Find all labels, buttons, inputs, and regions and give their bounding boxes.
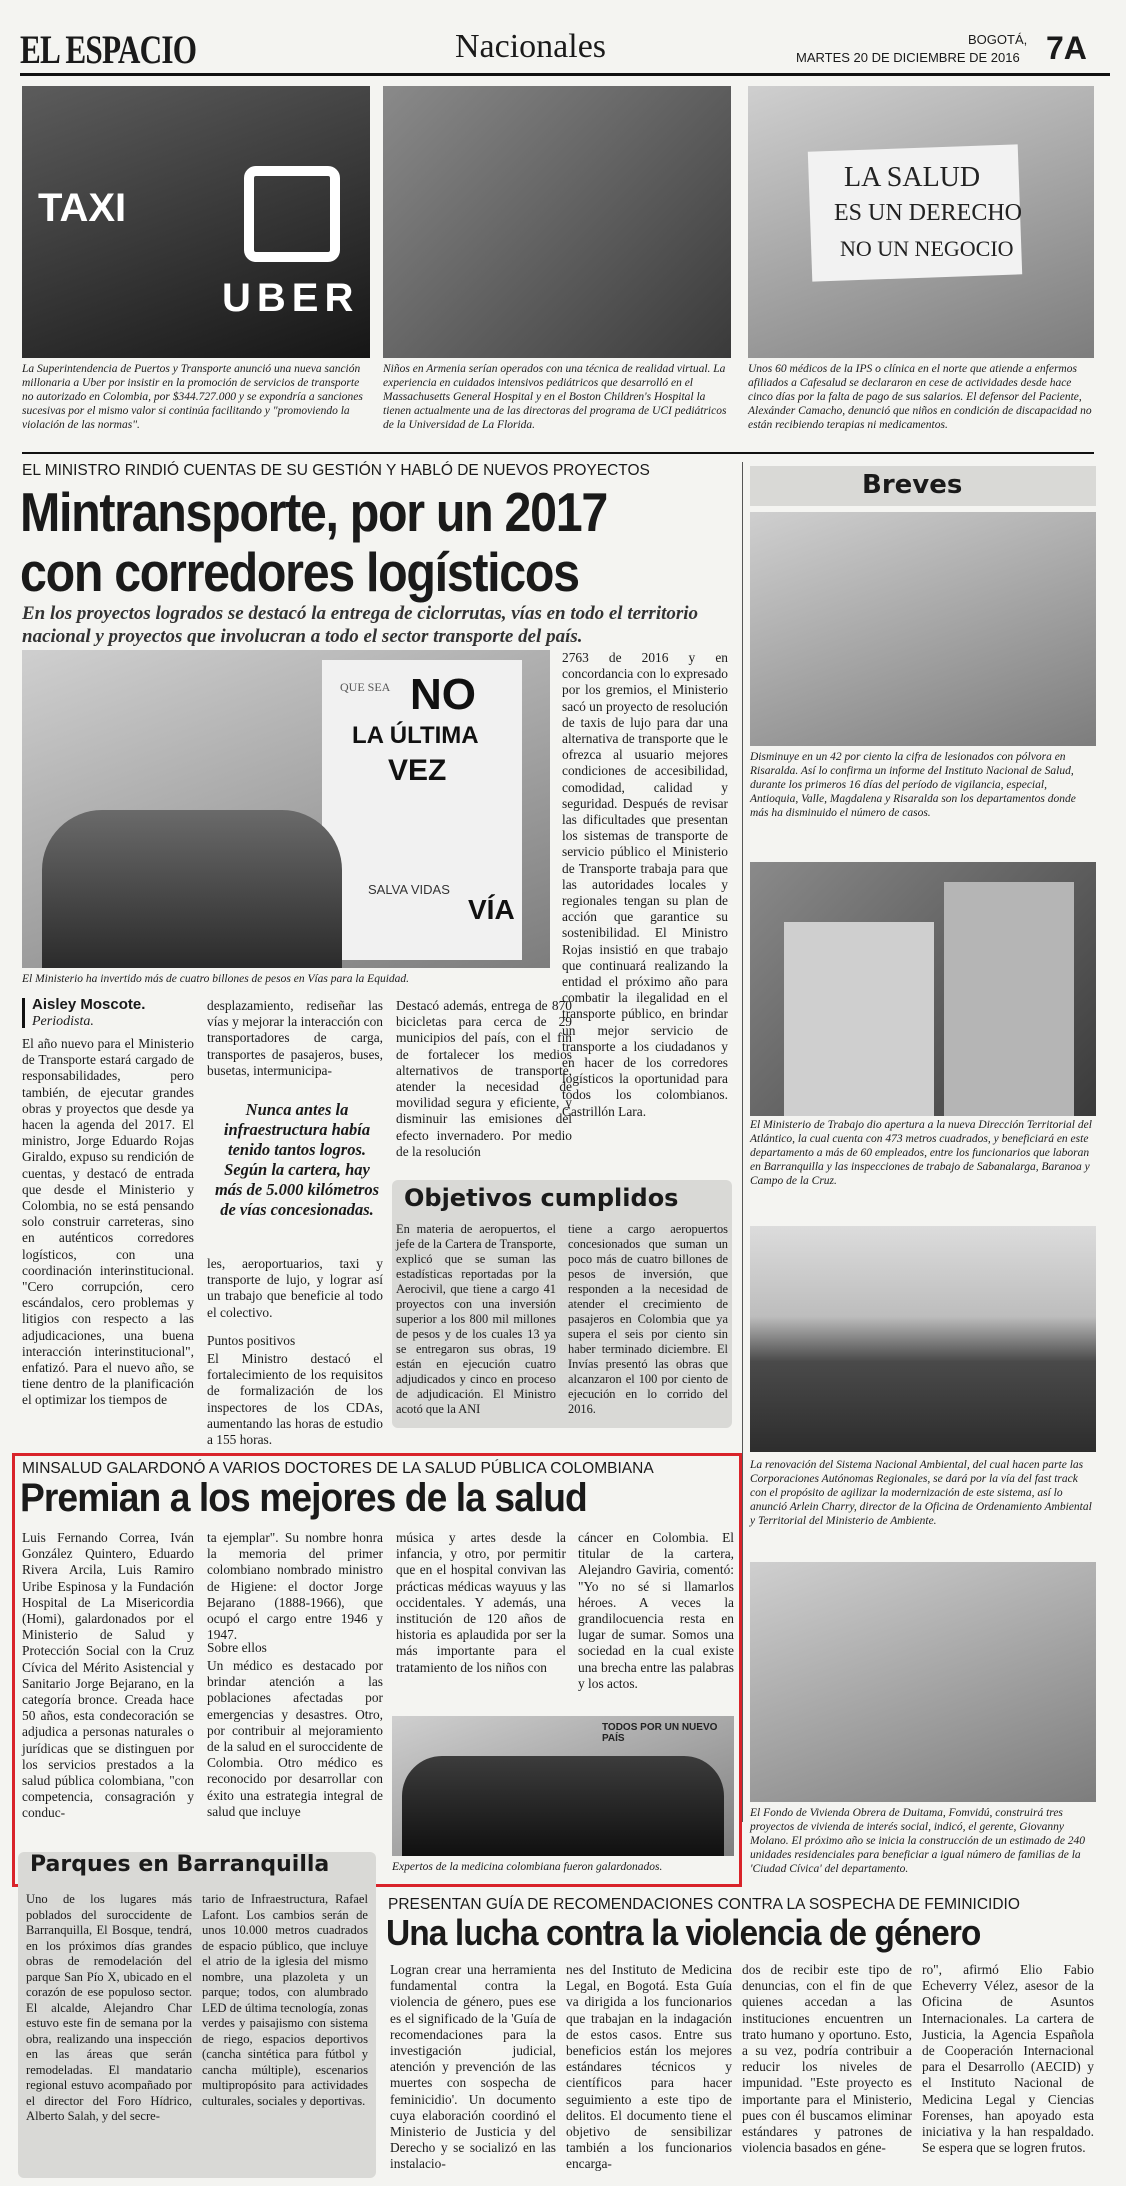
main-headline-line-1: Mintransporte, por un 2017 <box>20 481 607 543</box>
awardees-photo <box>392 1716 734 1856</box>
health-col-1: Luis Fernando Correa, Iván González Quintero, Eduardo Rivera Arcila, Luis Ramiro Uribe Espinosa y la Fundación Hospital de La Misericordia (Homi), galardonados por el Ministerio de Salud y Protección Social con la Cruz Cívica del Mérito Asistencial y Sanitario Jorge Bejarano, en la categoría bronce. Creada hace 50 años, esta condecoración se adjudica a personas naturales o jurídicas que se distinguen por los servicios prestados a la salud pública colombiana, "con competencia, consagración y conduc- <box>22 1530 194 1821</box>
breve-3-caption: La renovación del Sistema Nacional Ambiental, del cual hacen parte las Corporaciones Autónomas Regionales, se dará por la vía del fast track con el propósito de agilizar la modernización de este sistema, así lo anunció Arlein Charry, director de la Oficina de Ordenamiento Ambiental y Territorial del Ministerio de Ambiente. <box>750 1459 1092 1527</box>
health-headline: Premian a los mejores de la salud <box>20 1476 587 1520</box>
banner-text-salva-vidas: SALVA VIDAS <box>368 882 450 897</box>
byline-role: Periodista. <box>32 1014 94 1029</box>
ministry-building-photo <box>750 862 1096 1116</box>
awardees-caption: Expertos de la medicina colombiana fueron galardonados. <box>392 1861 663 1873</box>
main-col-3: Destacó además, entrega de 870 bicicletas para cerca de 29 municipios del país, con el fin de fortalecer los medios alternativos de transporte, atender la necesidad de movilidad segura y eficiente, y disminuir las emisiones del efecto invernadero. Por medio de la resolución <box>396 998 572 1159</box>
genero-col-3: dos de recibir este tipo de denuncias, con el fin de que quienes accedan a las instituciones encuentren un trato humano y oportuno. Esto, a su vez, podría contribuir a reducir los niveles de impunidad. "Este proyecto es importante para el Ministerio, pues con él buscamos eliminar estándares y patrones de violencia basados en géne- <box>742 1962 912 2156</box>
housing-construction-photo <box>750 1562 1096 1802</box>
protest-caption: Unos 60 médicos de la IPS o clínica en el norte que atiende a enfermos afiliados a Cafesalud se declararon en cese de actividades desde hace cinco días por la falta de pago de sus salarios. El defensor del Paciente, Alexánder Camacho, denunció que niños en condición de discapacidad no están recibiendo terapias ni medicamentos. <box>748 363 1092 431</box>
health-col-2-top: ta ejemplar". Su nombre honra la memoria del primer colombiano nombrado ministro de Higiene: el doctor Jorge Bejarano (1888-1966), que ocupó el cargo entre 1946 y 1947. <box>207 1530 383 1643</box>
protest-sign-line-2: ES UN DERECHO <box>834 200 1023 226</box>
genero-headline: Una lucha contra la violencia de género <box>386 1912 981 1953</box>
landscape-photo <box>750 1226 1096 1452</box>
genero-col-2: nes del Instituto de Medicina Legal, en Bogotá. Esta Guía va dirigida a los funcionarios que trabajan en la indagación de estos casos. Entre sus beneficios están los mejores estándares técnicos y científicos para hacer seguimiento a este tipo de delitos. El documento tiene el objetivo de sensibilizar también a los funcionarios encarga- <box>566 1962 732 2172</box>
main-kicker: EL MINISTRO RINDIÓ CUENTAS DE SU GESTIÓN Y HABLÓ DE NUEVOS PROYECTOS <box>22 462 650 479</box>
vr-caption: Niños en Armenia serían operados con una técnica de realidad virtual. La experiencia en cuidados intensivos pediátricos que desarrolló en el Massachusetts General Hospital y en el Boston Children's Hospital la tienen actualmente una de las directoras del programa de UCI pediátricos de la Universidad de La Florida. <box>383 363 727 431</box>
protest-sign-line-3: NO UN NEGOCIO <box>840 236 1014 261</box>
main-right-column: 2763 de 2016 y en concordancia con lo expresado por los gremios, el Ministerio sacó un proyecto de resolución de taxis de lujo para dar una alternativa de transporte que le ofrezca al usuario mejores condiciones de accesibilidad, comodidad, calidad y seguridad. Después de revisar las dificultades que presentan los sistemas de transporte de servicio público el Ministerio de Transporte trabaja para que las autoridades locales y regionales tengan su plan de acción que garantice su sostenibilidad. El Ministro Rojas insistió en que trabajo que continuará realizando la entidad el próximo año para combatir la ilegalidad en el transporte público, en brindar un mejor servicio de transporte a los ciudadanos y en hacer de los corredores logísticos la oportunidad para todos los colombianos. Castrillón Lara. <box>562 650 728 1119</box>
fireworks-injury-photo <box>750 512 1096 746</box>
genero-col-1: Logran crear una herramienta fundamental contra la violencia de género, pues ese es el significado de la 'Guía de recomendaciones para la investigación judicial, atención y prevención de las muertes con sospecha de feminicidio'. Un documento cuya elaboración coordinó el Ministerio de Justicia y del Derecho y se socializó en las instalacio- <box>390 1962 556 2172</box>
health-col-2-bottom: Un médico es destacado por brindar atención a las poblaciones afectadas por emergencias y desastres. Otro, por contribuir al mejoramiento de la salud en el suroccidente de Colombia. Otro médico es reconocido por desarrollar con éxito una estrategia integral de salud que incluye <box>207 1658 383 1819</box>
main-col-2-subhead: Puntos positivos <box>207 1333 296 1348</box>
masthead-logo: EL ESPACIO <box>20 27 197 72</box>
genero-col-4: ro", afirmó Elio Fabio Echeverry Vélez, asesor de la Oficina de Asuntos Internacionales. La cartera de Justicia, la Agencia Española de Cooperación Internacional para el Desarrollo (AECID) y el Instituto Nacional de Medicina Legal y Ciencias Forenses, han apoyado esta iniciativa y la han respaldado. Se espera que se logren frutos. <box>922 1962 1094 2156</box>
parques-title: Parques en Barranquilla <box>30 1852 330 1877</box>
main-col-2-top: desplazamiento, rediseñar las vías y mejorar la interacción con transportadores de carga, transportes de pasajeros, buses, busetas, intermunicipa- <box>207 998 383 1078</box>
health-col-3: música y artes desde la infancia, y otro, por permitir que en el hospital convivan las prácticas médicas wayuus y las occidentales. Y además, una institución de 120 años de historia es aplaudida por ser la más importante para el tratamiento de los niños con <box>396 1530 566 1675</box>
main-deck: En los proyectos logrados se destacó la entrega de ciclorrutas, vías en todo el territorio nacional y proyectos que involucran a todo el sector transporte del país. <box>22 603 699 647</box>
banner-text-que-sea: QUE SEA <box>340 680 391 694</box>
main-col-1: El año nuevo para el Ministerio de Transporte estará cargado de responsabilidades, pero también, de ejecutar grandes obras y proyectos que desde ya hacen la agenda del 2017. El ministro, Jorge Eduardo Rojas Giraldo, expuso su rendición de cuentas, y destacó de entrada que desde el Ministerio y Colombia, no se está pensando solo construir carreteras, sino en auténticos corredores logísticos, con una coordinación interinstitucional. "Cero corrupción, cero escándalos, cero problemas y litigios con respecto a las adjudicaciones, una buena interacción interinstitucional", enfatizó. Para el nuevo año, se tiene dentro de la planificación el optimizar los tiempos de <box>22 1036 194 1408</box>
banner-text-via: VÍA <box>468 894 515 925</box>
banner-text-no: NO <box>410 670 476 719</box>
main-col-2-mid: les, aeroportuarios, taxi y transporte de lujo, y lograr así un trabajo que beneficie al todo el colectivo. <box>207 1256 383 1320</box>
parques-col-1: Uno de los lugares más poblados del suroccidente de Barranquilla, El Bosque, tendrá, en los próximos días grandes obras de remodelación del parque San Pío X, ubicado en el corazón de ese populoso sector. El alcalde, Alejandro Char estuvo este fin de semana por la obra, realizando una inspección en las áreas que serán remodeladas. El mandatario regional estuvo acompañado por el director del Foro Hídrico, Alberto Salah, y del secre- <box>26 1892 192 2123</box>
pullquote: Nunca antes la infraestructura había tenido tantos logros. Según la cartera, hay más de 5.000 kilómetros de vías concesionadas. <box>214 1100 380 1219</box>
minister-photo <box>22 650 550 968</box>
protest-sign-line-1: LA SALUD <box>844 162 981 193</box>
health-col-2-subhead: Sobre ellos <box>207 1640 267 1655</box>
objetivos-title: Objetivos cumplidos <box>404 1184 679 1212</box>
breve-2-caption: El Ministerio de Trabajo dio apertura a la nueva Dirección Territorial del Atlántico, la cual cuenta con 473 metros cuadrados, y beneficiará en este departamento a más de 60 empleados, entre los funcionarios que laboran en Barranquilla y las inspecciones de trabajo de Sabanalarga, Baranoa y Campo de la Cruz. <box>750 1119 1092 1187</box>
parques-col-2: tario de Infraestructura, Rafael Lafont. Los cambios serán de unos 10.000 metros cuadrados de espacio público, que incluye el atrio de la iglesia del mismo nombre, una plazoleta y un parque; todos, con alumbrado LED de última tecnología, zonas verdes y paisajismo con sistema de riego, espacios deportivos (cancha sintética para fútbol y cancha múltiple), escenarios multipropósito para actividades culturales, sociales y deportivas. <box>202 1892 368 2108</box>
masthead-date: MARTES 20 DE DICIEMBRE DE 2016 <box>796 50 1020 65</box>
building-block <box>784 922 934 1116</box>
uber-photo <box>22 86 370 358</box>
photo-banner-text: TODOS POR UN NUEVO PAÍS <box>602 1722 718 1744</box>
masthead-city: BOGOTÁ, <box>968 32 1028 47</box>
vr-surgery-photo <box>383 86 731 358</box>
uber-caption: La Superintendencia de Puertos y Transporte anunció una nueva sanción millonaria a Uber por insistir en la promoción de servicios de transporte no autorizado en Colombia, por $344.727.000 y se expondría a sanciones sucesivas por el mismo valor si continúa facilitando y "promoviendo la violación de las normas". <box>22 363 363 431</box>
byline-name: Aisley Moscote. <box>32 996 146 1013</box>
breve-4-caption: El Fondo de Vivienda Obrera de Duitama, Fomvidú, construirá tres proyectos de vivienda de interés social, indicó, el gerente, Giovanny Molano. El próximo año se inicia la construcción de un estimado de 240 unidades residenciales para beneficiar a igual número de familias de la 'Ciudad Cívica' del departamento. <box>750 1807 1086 1875</box>
main-col-2-bottom: El Ministro destacó el fortalecimiento de los requisitos de formalización de los inspectores de los CDAs, aumentando las horas de estudio a 155 horas. <box>207 1351 383 1448</box>
page-number: 7A <box>1046 30 1087 66</box>
building-block-2 <box>944 882 1074 1116</box>
seated-people <box>42 810 342 968</box>
taxi-sign-text: TAXI <box>38 186 127 230</box>
breve-1-caption: Disminuye en un 42 por ciento la cifra de lesionados con pólvora en Risaralda. Así lo confirma un informe del Instituto Nacional de Salud, durante los primeros 16 días del período de vigilancia, especial, Antioquia, Valle, Magdalena y Risaralda son los departamentos donde más ha disminuido el número de casos. <box>750 751 1076 819</box>
objetivos-col-2: tiene a cargo aeropuertos concesionados que suman un poco más de cuatro billones de pesos de inversión, que responden a la necesidad de atender el crecimiento de pasajeros en Colombia que ya supera el seis por ciento sin haber terminado diciembre. El Invías presentó las obras que alcanzaron el 100 por ciento de ejecución en lo corrido del 2016. <box>568 1222 728 1416</box>
byline-bar <box>22 998 25 1028</box>
awardees-group <box>402 1756 724 1856</box>
uber-sign-text: UBER <box>222 276 360 320</box>
protest-photo <box>748 86 1094 358</box>
uber-logo-icon <box>244 166 340 262</box>
minister-photo-caption: El Ministerio ha invertido más de cuatro billones de pesos en Vías para la Equidad. <box>22 973 410 985</box>
health-col-4: cáncer en Colombia. El titular de la cartera, Alejandro Gaviria, comentó: "Yo no sé si llamarlos héroes. A veces la grandilocuencia resta en lugar de sumar. Somos una sociedad en la cual existe una brecha entre las palabras y los actos. <box>578 1530 734 1691</box>
health-kicker: MINSALUD GALARDONÓ A VARIOS DOCTORES DE LA SALUD PÚBLICA COLOMBIANA <box>22 1460 654 1477</box>
breves-title: Breves <box>862 470 963 500</box>
objetivos-col-1: En materia de aeropuertos, el jefe de la Cartera de Transporte, explicó que se suman las estadísticas reportadas por la Aerocivil, que tiene a cargo 41 proyectos con una inversión superior a los 800 mil millones de pesos y de los cuales 13 ya se entregaron sus obras, 19 están en ejecución cuatro adjudicados y cinco en proceso de adjudicación. El Ministro acotó que la ANI <box>396 1222 556 1416</box>
banner-text-ultima: LA ÚLTIMA <box>352 722 479 749</box>
banner-text-vez: VEZ <box>388 754 447 787</box>
genero-kicker: PRESENTAN GUÍA DE RECOMENDACIONES CONTRA LA SOSPECHA DE FEMINICIDIO <box>388 1896 1020 1913</box>
main-headline-line-2: con corredores logísticos <box>20 541 579 603</box>
section-title: Nacionales <box>455 28 607 65</box>
